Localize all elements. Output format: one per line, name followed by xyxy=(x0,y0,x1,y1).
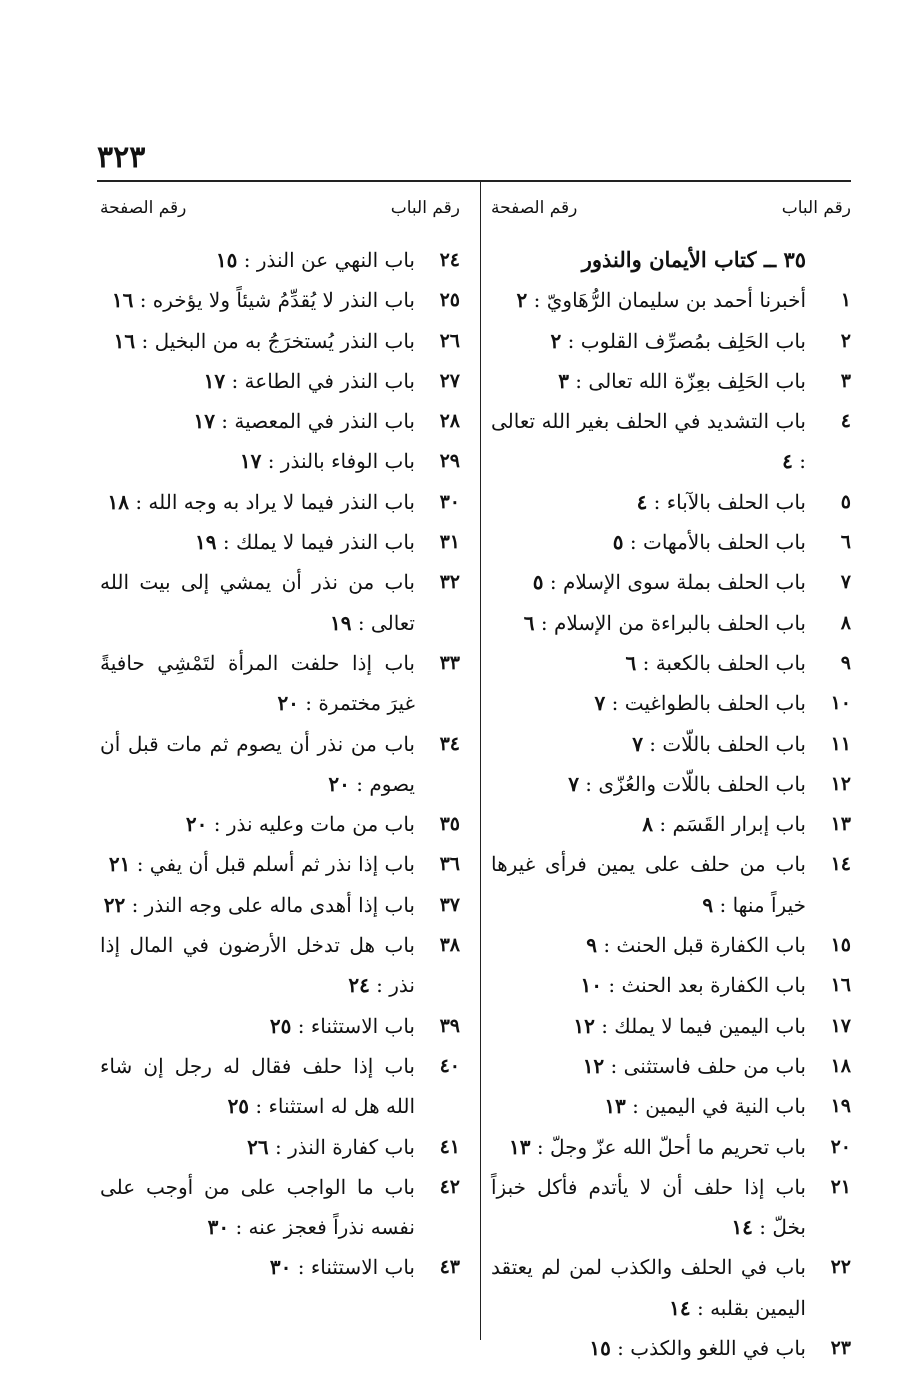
entry-text xyxy=(491,280,806,320)
chapter-number: ٣١ xyxy=(439,531,460,554)
chapter-title: باب الحلف بالآباء : xyxy=(653,489,806,514)
entry-page-number: ٣٠ xyxy=(269,1255,292,1280)
chapter-title: باب إبرار القَسَم : xyxy=(659,812,806,837)
entry-text xyxy=(491,603,806,643)
index-entry xyxy=(491,764,851,804)
index-entry xyxy=(491,361,851,401)
entry-text xyxy=(100,240,415,280)
entry-text xyxy=(491,965,806,1005)
left-column-header xyxy=(100,180,460,240)
left-entry-list xyxy=(100,240,460,1288)
entry-text xyxy=(491,1006,806,1046)
chapter-number: ٣٥ xyxy=(439,813,460,836)
index-entry xyxy=(491,724,851,764)
column-divider xyxy=(480,180,481,1340)
entry-text xyxy=(100,361,415,401)
index-entry xyxy=(491,562,851,602)
chapter-number: ١٦ xyxy=(830,974,851,997)
entry-page-number: ٦ xyxy=(625,650,637,675)
index-entry xyxy=(100,844,460,884)
entry-text xyxy=(491,804,806,844)
chapter-number: ١٠ xyxy=(830,692,851,715)
chapter-number: ٤١ xyxy=(439,1135,460,1158)
chapter-title: باب ما الواجب على من أوجب على نفسه نذراً فعجز عنه : xyxy=(100,1174,415,1240)
index-entry xyxy=(100,724,460,805)
chapter-number: ٢٨ xyxy=(439,410,460,433)
index-entry xyxy=(491,603,851,643)
index-entry xyxy=(491,1127,851,1167)
chapter-title: باب النهي عن النذر : xyxy=(243,248,415,272)
chapter-title: باب من نذر أن يصوم ثم مات قبل أن يصوم : xyxy=(100,731,415,796)
index-entry xyxy=(100,925,460,1006)
index-entry xyxy=(491,1046,851,1086)
index-entry xyxy=(100,522,460,562)
chapter-title: باب إذا حلف أن لا يأتدم فأكل خبزاً بخلّ : xyxy=(491,1174,806,1240)
chapter-number: ١٨ xyxy=(830,1054,851,1077)
chapter-number: ١٤ xyxy=(830,853,851,876)
chapter-title: باب الحَلِف بمُصرِّف القلوب : xyxy=(567,328,806,353)
entry-page-number: ١٦ xyxy=(111,288,134,313)
chapter-title: باب الاستثناء : xyxy=(297,1255,415,1280)
chapter-title: باب الاستثناء : xyxy=(297,1013,415,1038)
index-entry xyxy=(100,321,460,361)
entry-page-number: ٢٠ xyxy=(277,691,299,716)
entry-text xyxy=(491,724,806,764)
chapter-number: ٢١ xyxy=(830,1175,851,1198)
entry-page-number: ٢٠ xyxy=(328,771,350,796)
chapter-number: ٤٠ xyxy=(439,1054,460,1077)
chapter-number: ١٧ xyxy=(830,1014,851,1037)
index-entry xyxy=(491,643,851,683)
entry-page-number: ١٥ xyxy=(589,1336,611,1361)
entry-text xyxy=(100,280,415,320)
entry-text xyxy=(491,1127,806,1167)
entry-text xyxy=(100,1167,415,1248)
chapter-number: ١١ xyxy=(830,732,851,755)
page-number-label: رقم الصفحة xyxy=(491,198,578,218)
chapter-title: باب النذر لا يُقدِّمُ شيئاً ولا يؤخره : xyxy=(139,288,415,313)
chapter-title: باب إذا حلف فقال له رجل إن شاء الله هل له استثناء : xyxy=(100,1053,415,1119)
entry-page-number: ٢ xyxy=(550,328,562,353)
chapter-title: باب إذا حلفت المرأة لتَمْشِي حافيةً غيرَ مختمرة : xyxy=(100,650,415,716)
chapter-number: ٢٩ xyxy=(439,450,460,473)
entry-text xyxy=(491,1247,806,1328)
entry-text xyxy=(100,401,415,441)
chapter-title: باب الحلف بالكعبة : xyxy=(642,650,806,675)
chapter-title: باب اليمين فيما لا يملك : xyxy=(601,1013,806,1038)
entry-page-number: ٢٥ xyxy=(269,1013,292,1038)
chapter-number: ٤٢ xyxy=(439,1175,460,1198)
entry-page-number: ١٩ xyxy=(329,610,352,635)
chapter-title: باب الحلف بالأمهات : xyxy=(629,530,806,555)
chapter-title: أخبرنا أحمد بن سليمان الرُّهَاويّ : xyxy=(533,288,806,313)
chapter-title: باب الحَلِف بعِزّة الله تعالى : xyxy=(575,368,806,393)
chapter-number: ١ xyxy=(840,289,851,312)
entry-page-number: ٩ xyxy=(702,892,714,917)
entry-page-number: ١٠ xyxy=(580,973,602,998)
entry-page-number: ١٢ xyxy=(573,1013,595,1038)
chapter-title: باب تحريم ما أحلّ الله عزّ وجلّ : xyxy=(536,1134,806,1159)
entry-text xyxy=(491,844,806,925)
chapter-number: ٢ xyxy=(840,329,851,352)
entry-page-number: ٣ xyxy=(558,368,569,393)
entry-page-number: ٤ xyxy=(636,489,648,514)
chapter-number: ٥ xyxy=(840,490,851,513)
entry-page-number: ١٢ xyxy=(582,1053,605,1078)
entry-page-number: ٢٤ xyxy=(348,973,370,998)
chapter-title: باب إذا أهدى ماله على وجه النذر : xyxy=(131,892,415,917)
entry-text xyxy=(100,482,415,522)
index-entry xyxy=(491,925,851,965)
index-entry xyxy=(491,965,851,1005)
page-number: ٣٢٣ xyxy=(97,140,146,175)
index-entry xyxy=(491,522,851,562)
entry-text xyxy=(100,1046,415,1127)
entry-page-number: ٥ xyxy=(612,530,624,555)
chapter-number: ٣٩ xyxy=(439,1014,460,1037)
chapter-title: باب النذر في المعصية : xyxy=(221,409,415,434)
chapter-title: باب الحلف بالبراءة من الإسلام : xyxy=(540,610,806,635)
chapter-title: باب من مات وعليه نذر : xyxy=(213,812,415,837)
chapter-number-label: رقم الباب xyxy=(781,198,851,218)
index-entry xyxy=(100,1006,460,1046)
entry-text xyxy=(100,441,415,481)
entry-page-number: ٧ xyxy=(568,771,579,796)
chapter-number: ٨ xyxy=(840,611,851,634)
book-heading: ٣٥ ــ كتاب الأيمان والنذور xyxy=(581,247,806,272)
right-column-header xyxy=(491,180,851,240)
entry-text xyxy=(100,1247,415,1287)
entry-page-number: ١٤ xyxy=(669,1295,691,1320)
entry-text xyxy=(491,1046,806,1086)
entry-page-number: ١٧ xyxy=(239,449,262,474)
entry-page-number: ٢٦ xyxy=(247,1134,269,1159)
chapter-number: ٢٥ xyxy=(439,289,460,312)
chapter-title: باب الحلف باللّات والعُزّى : xyxy=(585,771,806,796)
chapter-number: ٧ xyxy=(840,571,851,594)
index-entry xyxy=(100,562,460,643)
chapter-title: باب الكفارة قبل الحنث : xyxy=(603,933,806,958)
index-entry xyxy=(491,844,851,925)
index-entry xyxy=(491,804,851,844)
chapter-title: باب الحلف بالطواغيت : xyxy=(611,691,806,716)
chapter-title: باب من حلف فاستثنى : xyxy=(610,1053,806,1078)
chapter-title: باب النذر فيما لا يراد به وجه الله : xyxy=(135,489,415,514)
entry-page-number: ٤ xyxy=(782,449,793,474)
index-entry xyxy=(100,643,460,724)
index-entry xyxy=(100,1167,460,1248)
entry-text xyxy=(491,683,806,723)
entry-text xyxy=(491,764,806,804)
chapter-number: ٢٢ xyxy=(830,1256,851,1279)
entry-page-number: ٦ xyxy=(523,610,535,635)
chapter-number: ٤ xyxy=(840,410,851,433)
index-entry xyxy=(100,401,460,441)
entry-page-number: ١٧ xyxy=(203,368,226,393)
entry-page-number: ٢٢ xyxy=(103,892,126,917)
chapter-title: باب النذر فيما لا يملك : xyxy=(222,530,415,555)
entry-text xyxy=(100,562,415,643)
index-entry xyxy=(100,361,460,401)
entry-text xyxy=(491,1086,806,1126)
index-entry xyxy=(100,441,460,481)
chapter-number: ٣٧ xyxy=(439,893,460,916)
chapter-title: باب في الحلف والكذب لمن لم يعتقد اليمين بقلبه : xyxy=(491,1255,806,1320)
entry-page-number: ٧ xyxy=(594,691,606,716)
entry-page-number: ١٥ xyxy=(215,248,238,272)
entry-text xyxy=(491,401,806,482)
chapter-title: باب في اللغو والكذب : xyxy=(617,1336,806,1361)
entry-page-number: ٣٠ xyxy=(207,1215,230,1240)
chapter-number: ٢٣ xyxy=(830,1337,851,1360)
chapter-title: باب الحلف باللّات : xyxy=(649,731,806,756)
right-entry-list xyxy=(491,280,851,1368)
chapter-number: ٣ xyxy=(840,369,851,392)
page-number-label: رقم الصفحة xyxy=(100,198,187,218)
chapter-number: ٣٦ xyxy=(439,853,460,876)
index-entry xyxy=(491,1086,851,1126)
index-entry xyxy=(491,401,851,482)
chapter-title: باب النذر يُستخرَجُ به من البخيل : xyxy=(141,328,415,353)
entry-text xyxy=(100,925,415,1006)
entry-page-number: ١٣ xyxy=(509,1134,531,1159)
chapter-number: ٢٤ xyxy=(439,249,460,271)
entry-text xyxy=(100,1006,415,1046)
index-entry xyxy=(491,482,851,522)
entry-page-number: ١٤ xyxy=(731,1215,753,1240)
chapter-title: باب من نذر أن يمشي إلى بيت الله تعالى : xyxy=(100,570,415,635)
index-entry xyxy=(491,1167,851,1248)
chapter-title: باب كفارة النذر : xyxy=(274,1134,415,1159)
chapter-title: باب النية في اليمين : xyxy=(632,1094,806,1119)
chapter-title: باب من حلف على يمين فرأى غيرها خيراً منها : xyxy=(491,852,806,917)
entry-text xyxy=(491,1167,806,1248)
chapter-number-label: رقم الباب xyxy=(390,198,460,218)
chapter-number: ٩ xyxy=(840,651,851,674)
chapter-number: ٢٧ xyxy=(439,369,460,392)
entry-text xyxy=(100,321,415,361)
chapter-number: ٣٢ xyxy=(439,571,460,594)
index-entry xyxy=(100,885,460,925)
entry-text xyxy=(491,522,806,562)
chapter-number: ٣٠ xyxy=(439,490,460,513)
chapter-number: ٣٨ xyxy=(439,934,460,957)
chapter-title: باب إذا نذر ثم أسلم قبل أن يفي : xyxy=(136,852,415,877)
entry-text xyxy=(491,925,806,965)
index-entry xyxy=(100,280,460,320)
entry-text xyxy=(100,844,415,884)
entry-page-number: ٢٥ xyxy=(227,1094,250,1119)
index-entry xyxy=(491,1328,851,1368)
chapter-number: ٤٣ xyxy=(439,1256,460,1279)
index-entry xyxy=(100,240,460,280)
entry-page-number: ١٩ xyxy=(195,530,217,555)
index-entry xyxy=(491,280,851,320)
entry-text xyxy=(491,361,806,401)
index-entry xyxy=(491,1006,851,1046)
entry-page-number: ١٨ xyxy=(107,489,129,514)
entry-page-number: ٥ xyxy=(532,570,544,595)
entry-page-number: ٢ xyxy=(516,288,528,313)
chapter-number: ٢٦ xyxy=(439,329,460,352)
index-entry xyxy=(491,321,851,361)
index-entry xyxy=(100,482,460,522)
entry-page-number: ١٧ xyxy=(193,409,215,434)
entry-text xyxy=(491,643,806,683)
entry-text xyxy=(491,321,806,361)
entry-text xyxy=(100,643,415,724)
left-column xyxy=(100,180,460,1288)
entry-text xyxy=(100,1127,415,1167)
entry-text xyxy=(100,885,415,925)
index-entry xyxy=(491,683,851,723)
chapter-number: ٣٤ xyxy=(439,732,460,755)
chapter-number: ١٢ xyxy=(830,772,851,795)
entry-text xyxy=(100,804,415,844)
chapter-title: باب النذر في الطاعة : xyxy=(231,368,415,393)
entry-text xyxy=(491,482,806,522)
chapter-title: باب الكفارة بعد الحنث : xyxy=(608,973,806,998)
index-entry xyxy=(100,804,460,844)
chapter-number: ١٥ xyxy=(830,934,851,957)
chapter-title: باب التشديد في الحلف بغير الله تعالى : xyxy=(491,409,806,474)
chapter-number: ١٣ xyxy=(830,813,851,836)
entry-page-number: ١٣ xyxy=(604,1094,626,1119)
index-entry xyxy=(100,1046,460,1127)
chapter-number: ٢٠ xyxy=(830,1135,851,1158)
chapter-number: ١٩ xyxy=(830,1095,851,1118)
right-column xyxy=(491,180,851,1368)
entry-text xyxy=(491,1328,806,1368)
entry-page-number: ٢١ xyxy=(108,852,131,877)
entry-text xyxy=(100,724,415,805)
entry-text xyxy=(491,562,806,602)
entry-page-number: ٩ xyxy=(586,933,597,958)
entry-text xyxy=(100,522,415,562)
entry-page-number: ١٦ xyxy=(113,328,136,353)
index-entry xyxy=(100,1247,460,1287)
entry-page-number: ٧ xyxy=(632,731,643,756)
chapter-title: باب هل تدخل الأرضون في المال إذا نذر : xyxy=(100,933,415,998)
entry-page-number: ٨ xyxy=(642,812,654,837)
index-entry xyxy=(491,1247,851,1328)
chapter-title: باب الوفاء بالنذر : xyxy=(267,449,415,474)
chapter-number: ٦ xyxy=(840,531,851,554)
index-entry xyxy=(100,1127,460,1167)
chapter-title: باب الحلف بملة سوى الإسلام : xyxy=(549,570,806,595)
entry-page-number: ٢٠ xyxy=(185,812,208,837)
chapter-number: ٣٣ xyxy=(439,651,460,674)
